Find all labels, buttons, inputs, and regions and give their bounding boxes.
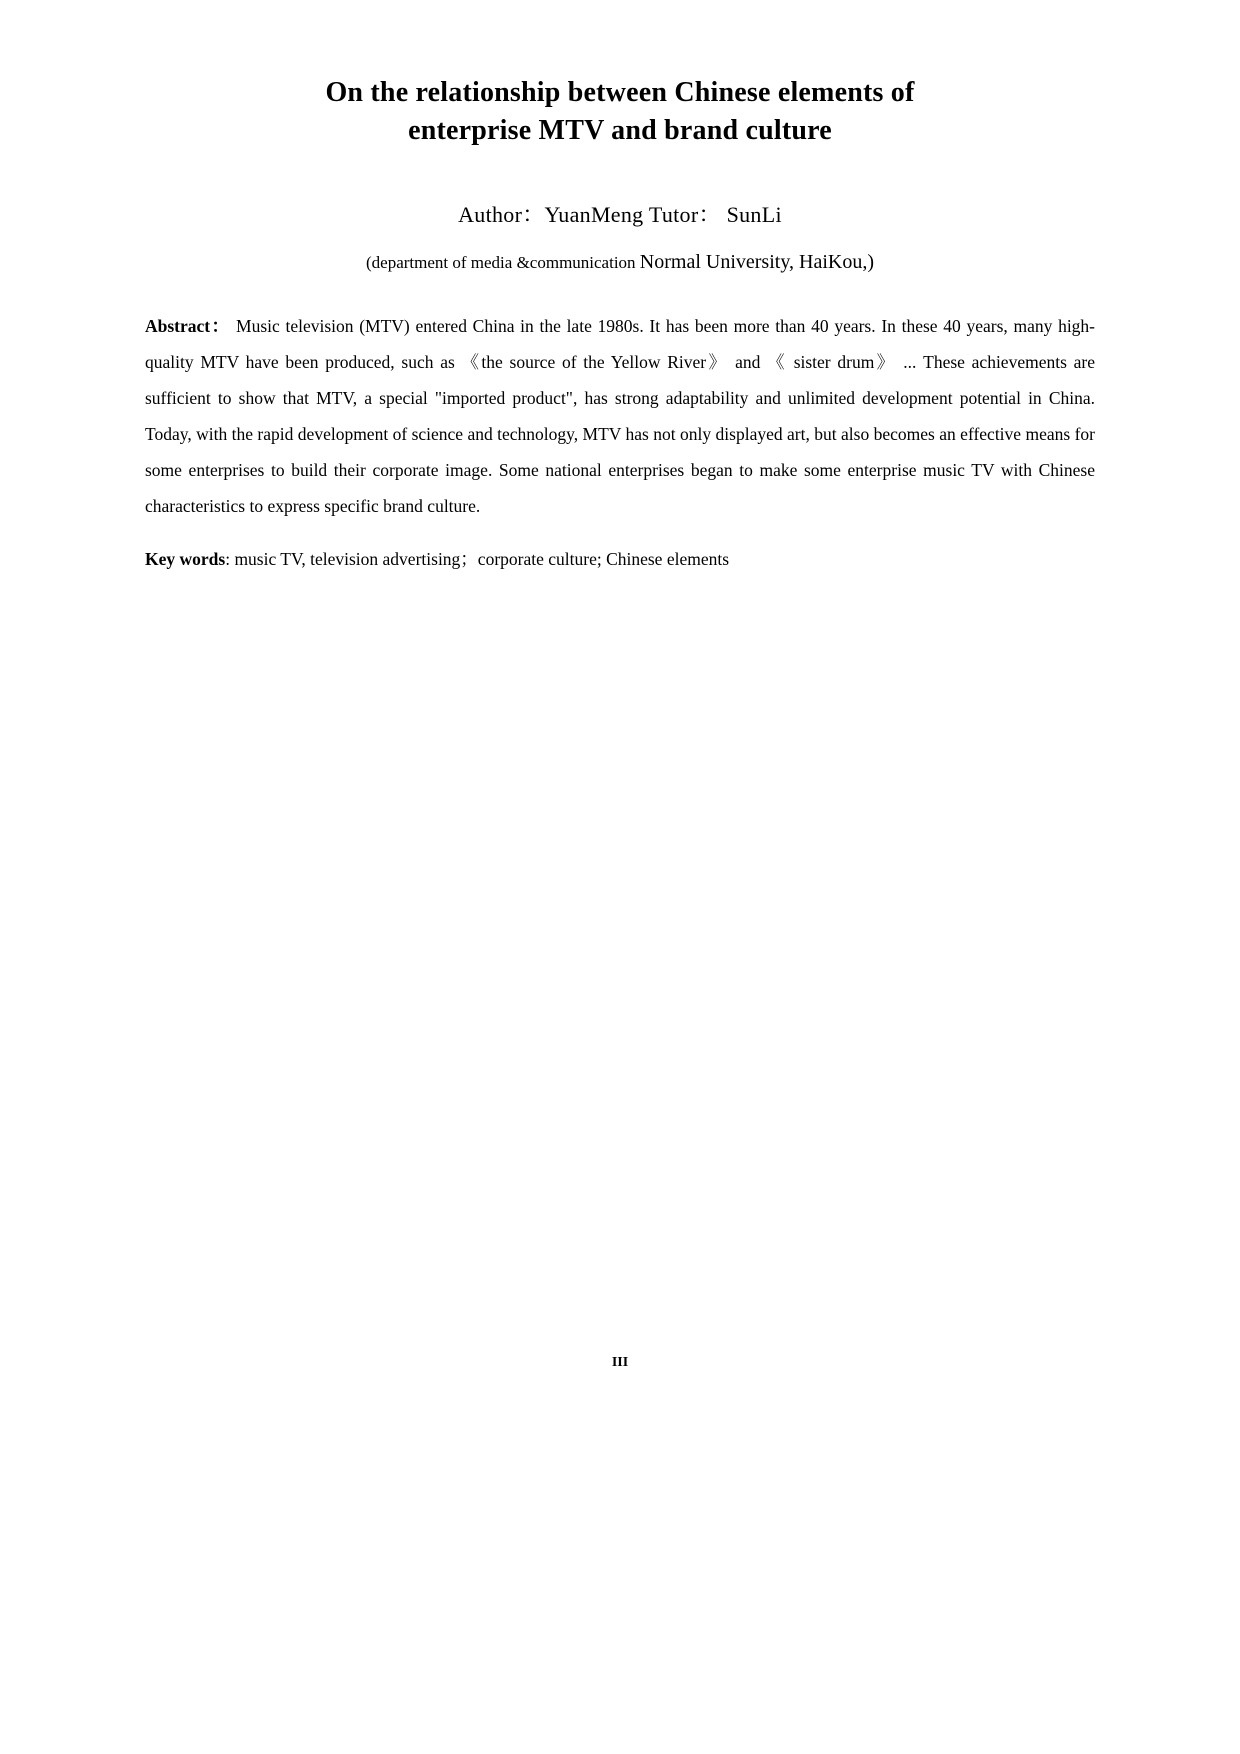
author-byline: Author：YuanMeng Tutor： SunLi [458, 201, 782, 227]
abstract-paragraph [145, 308, 1095, 524]
page-title [145, 74, 1095, 150]
abstract-body: Music television (MTV) entered China in the late 1980s. It has been more than 40 years. In these 40 years, many high-quality MTV have been produced, such as 《the source of the Yellow River》 and 《 sister drum》 ... These achievements are sufficient to show that MTV, a special "imported product", has strong adaptability and unlimited development potential in China. Today, with the rapid development of science and technology, MTV has not only displayed art, but also becomes an effective means for some enterprises to build their corporate image. Some national enterprises began to make some enterprise music TV with Chinese characteristics to express specific brand culture. [145, 315, 1096, 516]
abstract-label: Abstract： [145, 315, 231, 336]
page-number: III [611, 1355, 629, 1370]
keywords-label: Key words [145, 549, 226, 570]
document-content [145, 0, 1095, 595]
keywords-paragraph [145, 541, 1095, 577]
keywords-body: : music TV, television advertising；corporate culture; Chinese elements [225, 549, 730, 570]
affiliation-department: department of media &communication [371, 252, 640, 272]
affiliation-prefix: ( [365, 252, 372, 272]
affiliation [145, 251, 1095, 274]
title-line-2: enterprise MTV and brand culture [408, 114, 832, 146]
title-line-1: On the relationship between Chinese elements of [325, 77, 915, 108]
affiliation-university: Normal University, HaiKou,) [639, 250, 875, 273]
